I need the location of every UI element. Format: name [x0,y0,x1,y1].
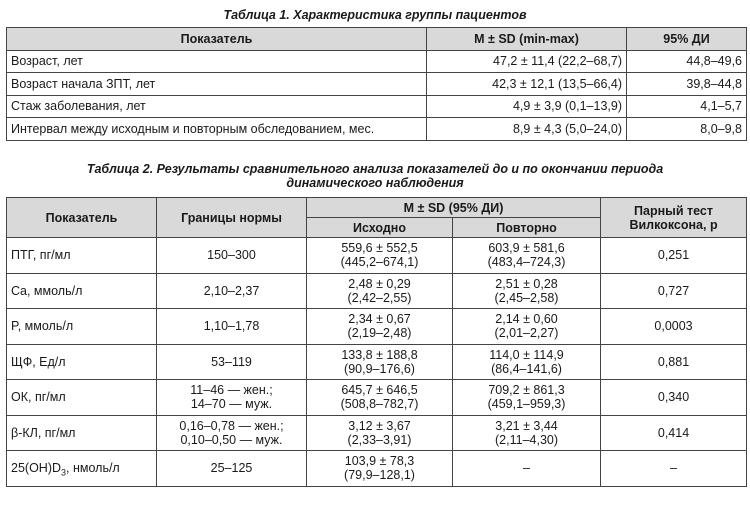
norm-line-1: 0,16–0,78 — жен.; [179,418,284,433]
table-row [7,415,747,451]
table1-cell-mean-sd: 4,9 ± 3,9 (0,1–13,9) [427,95,627,118]
norm-line-1: 1,10–1,78 [203,319,260,334]
repeat-mean-sd: 709,2 ± 861,3 [488,383,565,398]
table-row [7,380,747,416]
table1-cell-indicator: Интервал между исходным и повторным обследованием, мес. [7,118,427,141]
table2-header-norm: Границы нормы [157,198,307,238]
table1-header-ci: 95% ДИ [627,28,747,51]
norm-line-1: 150–300 [207,248,256,263]
table-row [7,118,747,141]
table1-cell-indicator: Стаж заболевания, лет [7,95,427,118]
table1-cell-indicator: Возраст начала ЗПТ, лет [7,73,427,96]
baseline-ci: (2,33–3,91) [347,432,412,447]
baseline-mean-sd: 559,6 ± 552,5 [341,241,418,256]
table2-header-wilcoxon-line2: Вилкоксона, p [629,217,718,232]
table1-cell-ci: 8,0–9,8 [627,118,747,141]
table2-cell-norm [157,380,307,416]
norm-line-1: 53–119 [211,354,252,369]
norm-line-2: 0,10–0,50 — муж. [180,432,283,447]
table2-header-wilcoxon-line1: Парный тест [634,203,713,218]
table-row [7,95,747,118]
table2-cell-p-value: 0,727 [601,273,747,309]
table1-cell-mean-sd: 42,3 ± 12,1 (13,5–66,4) [427,73,627,96]
table2-cell-p-value: 0,251 [601,238,747,274]
table2-header-mean-sd-ci: M ± SD (95% ДИ) [307,198,601,218]
table2-caption-line2: динамического наблюдения [286,176,464,190]
table2-cell-baseline [307,415,453,451]
repeat-mean-sd: 603,9 ± 581,6 [488,241,565,256]
repeat-ci: (2,11–4,30) [495,432,559,447]
table2-header-indicator: Показатель [7,198,157,238]
table-row [7,273,747,309]
vitamin-d-subscript: 3 [61,467,67,478]
comparative-analysis-table [6,197,747,487]
baseline-ci: (445,2–674,1) [340,255,419,270]
baseline-mean-sd: 3,12 ± 3,67 [348,418,411,433]
vitamin-d-unit: , нмоль/л [66,461,120,476]
baseline-ci: (2,42–2,55) [347,290,412,305]
table2-cell-baseline [307,273,453,309]
repeat-ci: (2,45–2,58) [494,290,559,305]
table2-cell-baseline [307,380,453,416]
baseline-mean-sd: 103,9 ± 78,3 [344,454,415,469]
table2-cell-norm [157,451,307,487]
table-row [7,344,747,380]
table2-cell-baseline [307,344,453,380]
table2-header-wilcoxon [601,198,747,238]
table2-cell-norm [157,309,307,345]
table1-header-row [7,28,747,51]
baseline-mean-sd: 2,48 ± 0,29 [348,276,411,291]
repeat-mean-sd: 2,14 ± 0,60 [495,312,558,327]
repeat-ci: (2,01–2,27) [494,326,559,341]
vitamin-d-label: 25(OH)D [11,461,62,476]
baseline-mean-sd: 133,8 ± 188,8 [341,347,418,362]
table2-cell-p-value: 0,881 [601,344,747,380]
baseline-ci: (2,19–2,48) [347,326,412,341]
norm-line-2: 14–70 — муж. [190,397,273,412]
table1-cell-ci: 39,8–44,8 [627,73,747,96]
table2-cell-indicator: P, ммоль/л [7,309,157,345]
table2-cell-baseline [307,309,453,345]
table2-cell-repeat: – [453,451,601,487]
table2-header-row-1 [7,198,747,218]
table2-cell-repeat [453,273,601,309]
table2-cell-repeat [453,238,601,274]
repeat-mean-sd: 3,21 ± 3,44 [495,418,558,433]
table2-cell-p-value: 0,340 [601,380,747,416]
table2-cell-repeat [453,344,601,380]
table2-cell-p-value: 0,0003 [601,309,747,345]
norm-line-1: 25–125 [210,461,253,476]
table1-caption: Таблица 1. Характеристика группы пациентов [223,8,527,22]
baseline-ci: (508,8–782,7) [340,397,419,412]
table2-cell-norm [157,344,307,380]
table-row [7,73,747,96]
table2-cell-p-value: – [601,451,747,487]
repeat-mean-sd: 2,51 ± 0,28 [495,276,558,291]
table2-cell-baseline [307,238,453,274]
baseline-ci: (90,9–176,6) [344,361,415,376]
table2-header-baseline: Исходно [307,218,453,238]
repeat-mean-sd: 114,0 ± 114,9 [489,347,564,362]
table2-cell-indicator: β-КЛ, пг/мл [7,415,157,451]
table2-cell-indicator: Ca, ммоль/л [7,273,157,309]
table1-cell-mean-sd: 47,2 ± 11,4 (22,2–68,7) [427,50,627,73]
norm-line-1: 11–46 — жен.; [190,383,273,398]
norm-line-1: 2,10–2,37 [203,283,260,298]
table2-cell-norm [157,238,307,274]
table2-caption-line1: Таблица 2. Результаты сравнительного анализа показателей до и по окончании периода [86,162,664,176]
baseline-ci: (79,9–128,1) [344,468,415,483]
baseline-mean-sd: 2,34 ± 0,67 [348,312,411,327]
table2-cell-norm [157,415,307,451]
table1-header-mean-sd: M ± SD (min-max) [427,28,627,51]
table2-cell-repeat [453,415,601,451]
table2-cell-indicator: ЩФ, Ед/л [7,344,157,380]
repeat-ci: (483,4–724,3) [487,255,566,270]
table2-header-repeat: Повторно [453,218,601,238]
table-row [7,451,747,487]
repeat-ci: (86,4–141,6) [491,361,562,376]
repeat-ci: (459,1–959,3) [487,397,566,412]
table-row [7,309,747,345]
table2-cell-indicator [7,451,157,487]
table-row [7,238,747,274]
table2-cell-indicator: ПТГ, пг/мл [7,238,157,274]
table-row [7,50,747,73]
table2-cell-p-value: 0,414 [601,415,747,451]
table2-cell-indicator: ОК, пг/мл [7,380,157,416]
table2-cell-baseline [307,451,453,487]
table1-cell-ci: 44,8–49,6 [627,50,747,73]
baseline-mean-sd: 645,7 ± 646,5 [341,383,418,398]
patient-characteristics-table [6,27,747,141]
table1-cell-ci: 4,1–5,7 [627,95,747,118]
table2-cell-norm [157,273,307,309]
table1-header-indicator: Показатель [7,28,427,51]
table2-cell-repeat [453,309,601,345]
table2-cell-repeat [453,380,601,416]
table1-cell-indicator: Возраст, лет [7,50,427,73]
table1-cell-mean-sd: 8,9 ± 4,3 (5,0–24,0) [427,118,627,141]
